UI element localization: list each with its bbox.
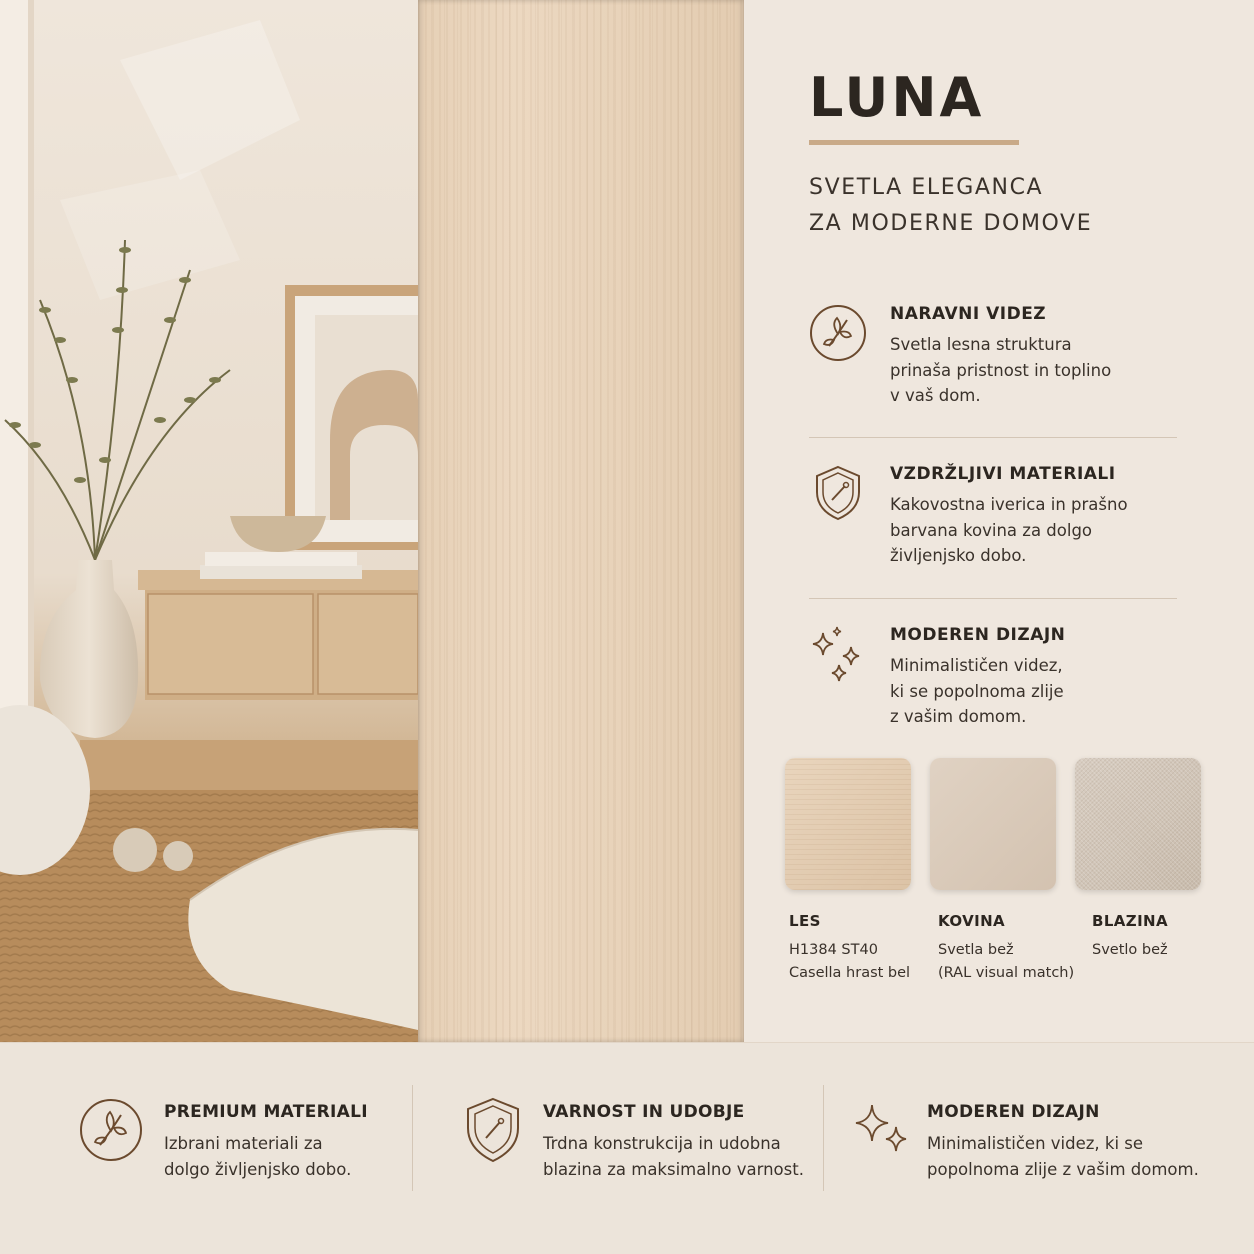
benefit-description: Trdna konstrukcija in udobna blazina za maksimalno varnost. (543, 1134, 804, 1179)
benefit-separator (412, 1085, 413, 1191)
feature-heading: MODEREN DIZAJN (890, 625, 1066, 645)
swatch-heading: KOVINA (938, 912, 1006, 930)
swatch-label-cushion (1092, 912, 1242, 962)
wood-texture-panel (418, 0, 744, 1042)
feature-description: Svetla lesna struktura prinaša pristnost in toplino v vaš dom. (890, 335, 1112, 405)
feature-heading: NARAVNI VIDEZ (890, 304, 1047, 324)
subtitle-line: SVETLA ELEGANCA (809, 175, 1044, 200)
shield-icon (460, 1097, 526, 1163)
product-subtitle (809, 170, 1092, 242)
swatch-description: Svetlo bež (1092, 942, 1168, 958)
benefit-description: Izbrani materiali za dolgo življenjsko dobo. (164, 1134, 352, 1179)
interior-scene (0, 0, 418, 1042)
benefit-separator (823, 1085, 824, 1191)
product-info-panel (744, 0, 1254, 1042)
swatch-metal (930, 758, 1056, 890)
sparkles-icon (850, 1097, 916, 1163)
shield-icon (809, 464, 867, 522)
feature-divider (809, 598, 1177, 599)
swatch-description: H1384 ST40 Casella hrast bel (789, 942, 911, 981)
interior-photo (0, 0, 418, 1042)
sparkles-icon (809, 625, 867, 683)
product-title: LUNA (809, 66, 985, 129)
swatch-label-metal (938, 912, 1088, 985)
benefit-heading: VARNOST IN UDOBJE (543, 1102, 745, 1122)
feature-divider (809, 437, 1177, 438)
feature-description: Minimalističen videz, ki se popolnoma zlije z vašim domom. (890, 656, 1064, 726)
feature-description: Kakovostna iverica in prašno barvana kovina za dolgo življenjsko dobo. (890, 495, 1128, 565)
leaf-circle-icon (78, 1097, 144, 1163)
title-underline (809, 140, 1019, 145)
feature-heading: VZDRŽLJIVI MATERIALI (890, 464, 1116, 484)
leaf-circle-icon (809, 304, 867, 362)
benefit-heading: MODEREN DIZAJN (927, 1102, 1100, 1122)
swatch-description: Svetla bež (RAL visual match) (938, 942, 1075, 981)
bottom-benefits-bar (0, 1042, 1254, 1254)
swatch-heading: BLAZINA (1092, 912, 1169, 930)
benefit-description: Minimalističen videz, ki se popolnoma zlije z vašim domom. (927, 1134, 1199, 1179)
swatch-wood (785, 758, 911, 890)
swatch-label-wood (789, 912, 939, 985)
swatch-heading: LES (789, 912, 821, 930)
swatch-cushion (1075, 758, 1201, 890)
ceramic-vase (40, 560, 138, 738)
benefit-heading: PREMIUM MATERIALI (164, 1102, 368, 1122)
rope-knot (113, 828, 157, 872)
window-frame (0, 0, 30, 720)
subtitle-line: ZA MODERNE DOMOVE (809, 211, 1093, 236)
